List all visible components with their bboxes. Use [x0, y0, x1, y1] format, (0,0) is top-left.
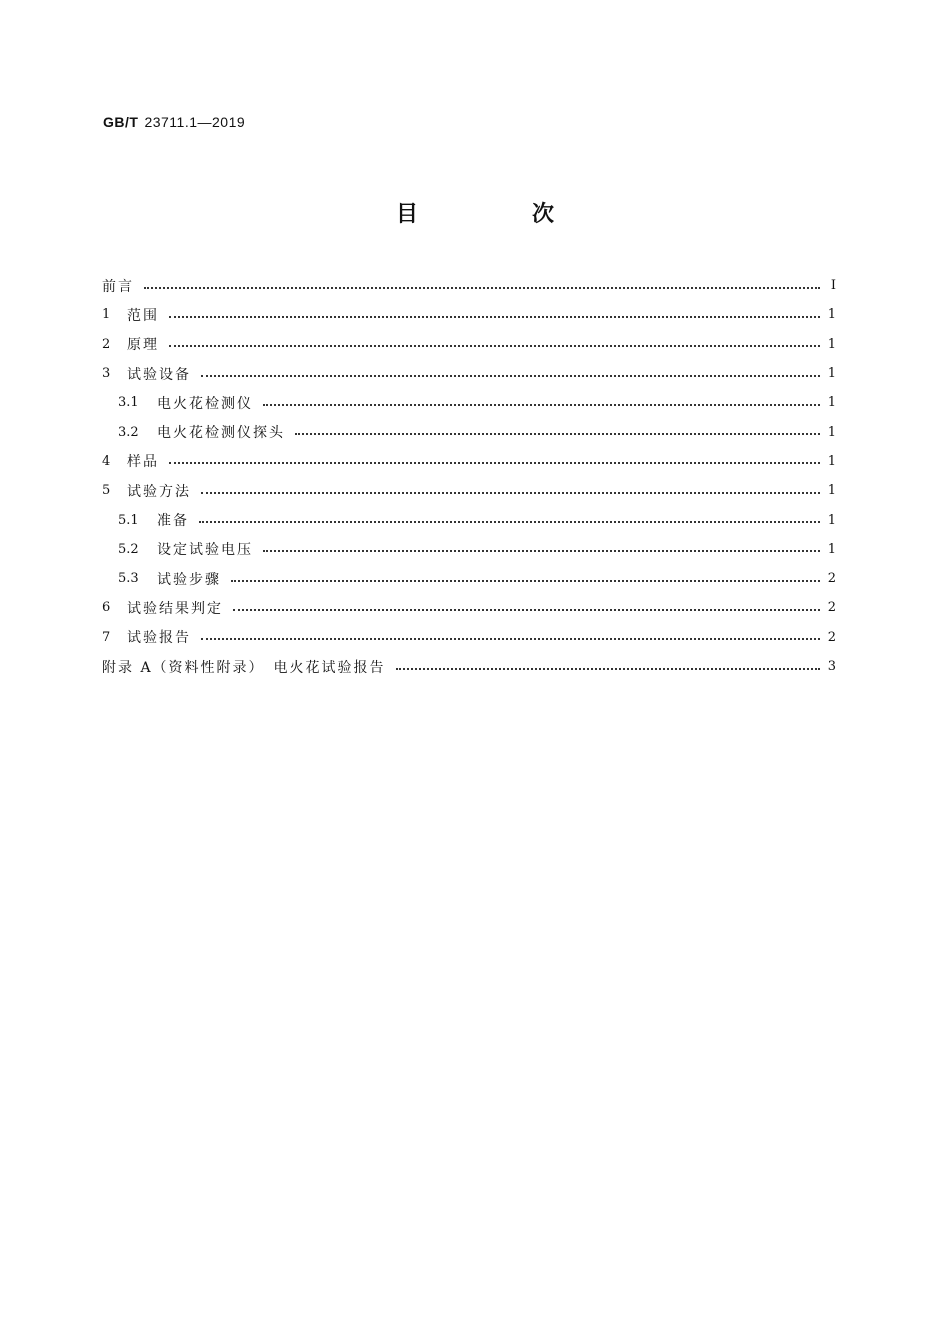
toc-entry-label: 样品: [127, 454, 159, 471]
toc-entry-number: 5.1: [118, 512, 139, 528]
toc-entry-label: 电火花检测仪探头: [157, 425, 285, 442]
toc-entry-number: 4: [102, 453, 111, 469]
toc-entry[interactable]: [102, 476, 836, 505]
toc-entry-label: 准备: [157, 513, 189, 530]
toc-entry[interactable]: [102, 271, 836, 300]
toc-entry[interactable]: [102, 623, 836, 652]
toc-entry[interactable]: [102, 535, 836, 564]
toc-dot-leader: [169, 462, 820, 464]
toc-page-number: 1: [827, 424, 836, 440]
toc-entry[interactable]: [102, 652, 836, 681]
toc-page-number: 1: [827, 366, 836, 382]
standard-code: [103, 114, 245, 131]
toc-dot-leader: [169, 345, 820, 347]
toc-entry-label: 范围: [127, 307, 159, 324]
toc-dot-leader: [169, 316, 820, 318]
toc-page-number: 2: [827, 629, 836, 645]
toc-entry[interactable]: [102, 564, 836, 593]
toc-entry-number: 6: [102, 600, 111, 616]
toc-entry-number: 5.2: [118, 541, 139, 557]
standard-prefix: GB/T: [103, 114, 139, 130]
toc-page-number: 1: [827, 512, 836, 528]
toc-entry-label: 前言: [102, 278, 134, 295]
toc-entry[interactable]: [102, 388, 836, 417]
toc-entry-label: 电火花检测仪: [157, 395, 253, 412]
toc-entry-label: 试验方法: [127, 483, 191, 500]
toc-entry-number: 5: [102, 483, 111, 499]
toc-dot-leader: [263, 550, 820, 552]
toc-entry[interactable]: [102, 593, 836, 622]
toc-entry-number: 7: [102, 629, 111, 645]
toc-entry[interactable]: [102, 447, 836, 476]
toc-dot-leader: [199, 521, 820, 523]
toc-entry-number: 2: [102, 336, 111, 352]
toc-page-number: 1: [827, 453, 836, 469]
toc-entry[interactable]: [102, 330, 836, 359]
toc-entry-label: 试验报告: [127, 630, 191, 647]
page-title: 目 次: [395, 202, 600, 227]
toc-entry[interactable]: [102, 300, 836, 329]
table-of-contents: [102, 271, 836, 681]
toc-dot-leader: [231, 580, 820, 582]
toc-page-number: 1: [827, 307, 836, 323]
toc-page-number: 3: [827, 659, 836, 674]
toc-dot-leader: [295, 433, 820, 435]
toc-entry-label: 设定试验电压: [157, 542, 253, 559]
toc-dot-leader: [396, 668, 820, 670]
toc-entry[interactable]: [102, 359, 836, 388]
toc-page-number: 1: [827, 395, 836, 411]
toc-dot-leader: [263, 404, 820, 406]
toc-dot-leader: [201, 492, 820, 494]
toc-page-number: 1: [827, 541, 836, 557]
toc-entry[interactable]: [102, 505, 836, 534]
standard-number: 23711.1—2019: [144, 114, 246, 130]
toc-entry-label: 原理: [127, 337, 159, 354]
toc-page-number: 1: [827, 483, 836, 499]
toc-page-number: Ⅰ: [830, 278, 836, 294]
toc-entry-number: 3: [102, 366, 111, 382]
toc-dot-leader: [201, 638, 820, 640]
toc-entry-number: 1: [102, 307, 111, 323]
toc-entry-label: 试验结果判定: [127, 600, 223, 617]
toc-page-number: 2: [827, 600, 836, 616]
toc-entry-label: 试验步骤: [157, 571, 221, 588]
toc-page-number: 2: [827, 571, 836, 587]
toc-entry-number: 3.2: [118, 424, 139, 440]
toc-entry-label: 附录 A（资料性附录） 电火花试验报告: [102, 659, 386, 676]
toc-page-number: 1: [827, 336, 836, 352]
toc-entry-number: 3.1: [118, 395, 139, 411]
toc-dot-leader: [233, 609, 820, 611]
toc-entry-label: 试验设备: [127, 366, 191, 383]
toc-dot-leader: [201, 375, 820, 377]
toc-entry[interactable]: [102, 417, 836, 446]
toc-dot-leader: [144, 287, 820, 289]
toc-entry-number: 5.3: [118, 571, 139, 587]
